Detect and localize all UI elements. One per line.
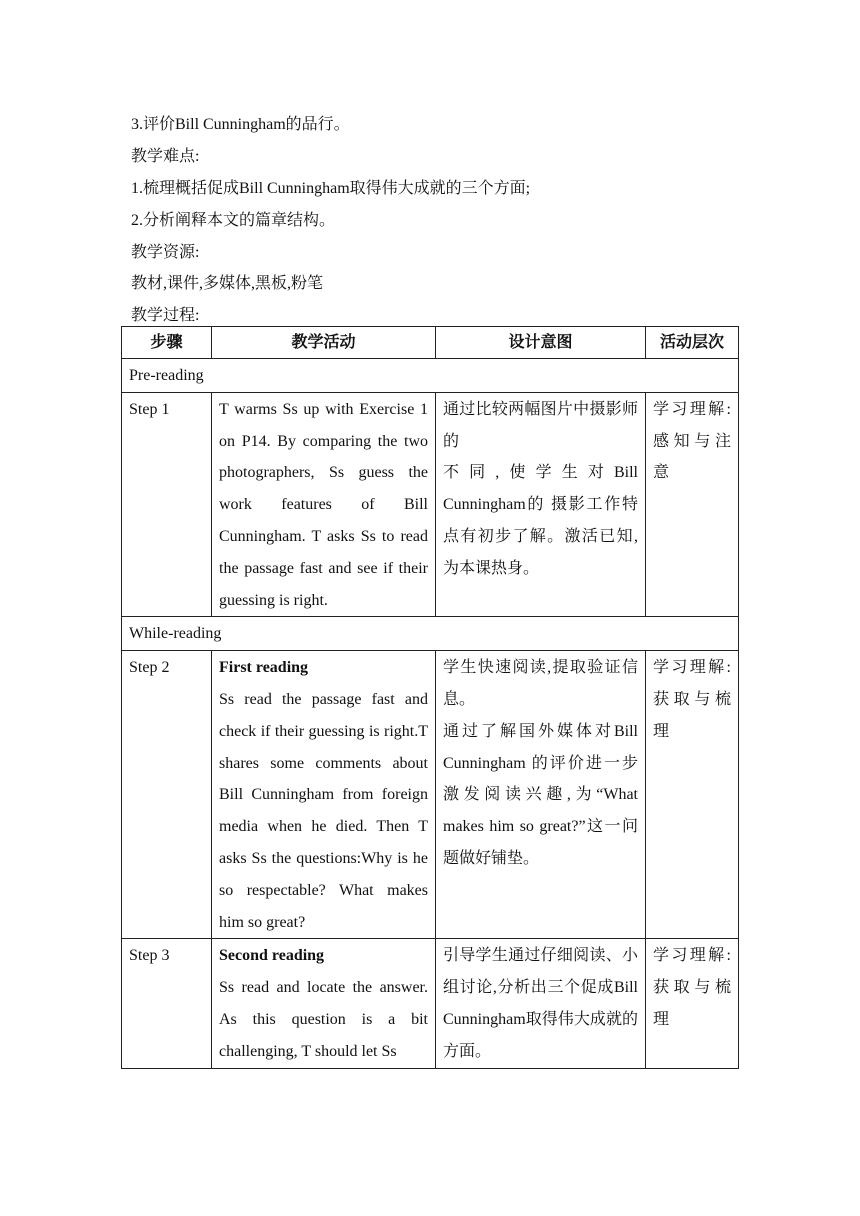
table-row-step3 bbox=[122, 939, 739, 1068]
difficulty-1: 1.梳理概括促成Bill Cunningham取得伟大成就的三个方面; bbox=[131, 180, 531, 197]
step1-level: 学习理解:感知与注意 bbox=[646, 392, 739, 617]
step2-activity-title: First reading bbox=[219, 659, 309, 677]
process-heading: 教学过程: bbox=[131, 307, 200, 324]
step2-level: 学习理解:获取与梳理 bbox=[646, 651, 739, 939]
step2-intent-b: 通过了解国外媒体对Bill Cunningham 的评价进一步激发阅读兴趣,为“What makes him so great?”这一问题做好铺垫。 bbox=[443, 722, 638, 867]
table-row-step1 bbox=[122, 392, 739, 617]
header-intent: 设计意图 bbox=[436, 327, 646, 359]
objective-3: 3.评价Bill Cunningham的品行。 bbox=[131, 116, 350, 133]
resources-heading: 教学资源: bbox=[131, 244, 200, 261]
step1-activity: T warms Ss up with Exercise 1 on P14. By comparing the two photographers, Ss guess the work features of Bill Cunningham. T asks Ss to read the passage fast and see if their guessing is right. bbox=[212, 392, 436, 617]
step3-activity-title: Second reading bbox=[219, 947, 325, 965]
step1-intent bbox=[436, 392, 646, 617]
step1-intent-a: 通过比较两幅图片中摄影师的 bbox=[443, 400, 638, 450]
header-step: 步骤 bbox=[122, 327, 212, 359]
step3-label: Step 3 bbox=[122, 939, 212, 1068]
difficulty-heading: 教学难点: bbox=[131, 148, 200, 165]
step1-label: Step 1 bbox=[122, 392, 212, 617]
step2-intent-a: 学生快速阅读,提取验证信息。 bbox=[443, 659, 638, 708]
step2-activity bbox=[212, 651, 436, 939]
teaching-process-table bbox=[121, 326, 739, 1069]
step3-activity bbox=[212, 939, 436, 1068]
difficulty-2: 2.分析阐释本文的篇章结构。 bbox=[131, 212, 336, 229]
step2-intent bbox=[436, 651, 646, 939]
step3-intent: 引导学生通过仔细阅读、小组讨论,分析出三个促成Bill Cunningham取得伟大成就的方面。 bbox=[436, 939, 646, 1068]
resources-list: 教材,课件,多媒体,黑板,粉笔 bbox=[131, 275, 324, 292]
header-activity: 教学活动 bbox=[212, 327, 436, 359]
section-row-pre-reading bbox=[122, 359, 739, 393]
header-level: 活动层次 bbox=[646, 327, 739, 359]
step3-level: 学习理解:获取与梳理 bbox=[646, 939, 739, 1068]
step1-intent-b: 不同,使学生对Bill Cunningham的 摄影工作特点有初步了解。激活已知,为本课热身。 bbox=[443, 464, 638, 577]
section-row-while-reading bbox=[122, 617, 739, 651]
section-while-reading: While-reading bbox=[122, 617, 739, 651]
table-header-row bbox=[122, 327, 739, 359]
step2-label: Step 2 bbox=[122, 651, 212, 939]
section-pre-reading: Pre-reading bbox=[122, 359, 739, 393]
table-row-step2 bbox=[122, 651, 739, 939]
step3-activity-body: Ss read and locate the answer. As this question is a bit challenging, T should let Ss bbox=[219, 979, 428, 1060]
step2-activity-body: Ss read the passage fast and check if their guessing is right.T shares some comments about Bill Cunningham from foreign media when he died. Then T asks Ss the questions:Why is he so respectable? What makes him so great? bbox=[219, 690, 428, 931]
